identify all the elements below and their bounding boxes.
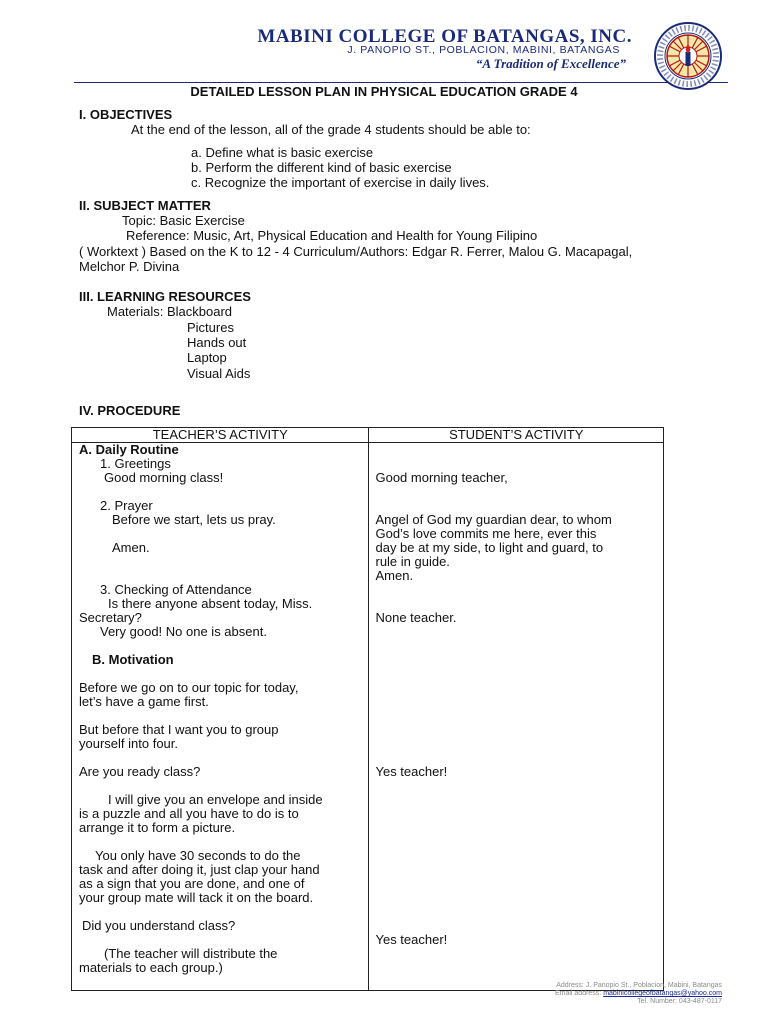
- teacher-line: Good morning class!: [104, 470, 224, 485]
- teacher-line: let’s have a game first.: [79, 694, 209, 709]
- section-motivation: B. Motivation: [92, 652, 174, 667]
- objective-item: a. Define what is basic exercise: [191, 145, 374, 160]
- student-activity-cell: [369, 443, 664, 991]
- school-name: MABINI COLLEGE OF BATANGAS, INC.: [257, 26, 632, 47]
- teacher-line: task and after doing it, just clap your hand: [79, 862, 320, 877]
- procedure-table: [71, 427, 664, 991]
- teacher-line: You only have 30 seconds to do the: [95, 848, 301, 863]
- teacher-line: your group mate will tack it on the board.: [79, 890, 314, 905]
- student-line: rule in guide.: [375, 554, 450, 569]
- material-item: Hands out: [187, 335, 247, 350]
- subject-reference: Reference: Music, Art, Physical Education and Health for Young Filipino: [126, 228, 538, 243]
- teacher-line: as a sign that you are done, and one of: [79, 876, 305, 891]
- school-motto: “A Tradition of Excellence”: [475, 56, 626, 71]
- footer-email-link[interactable]: mabinicollegeofbatangas@yahoo.com: [603, 990, 722, 997]
- procedure-heading: IV. PROCEDURE: [79, 403, 181, 418]
- student-line: Yes teacher!: [375, 764, 448, 779]
- footer-email: [420, 990, 722, 997]
- student-line: Amen.: [375, 568, 414, 583]
- teacher-line: I will give you an envelope and inside: [108, 792, 323, 807]
- materials-label: Materials: Blackboard: [107, 304, 232, 319]
- objectives-intro: At the end of the lesson, all of the grade 4 students should be able to:: [131, 122, 531, 137]
- teacher-line: arrange it to form a picture.: [79, 820, 236, 835]
- subject-reference-cont: ( Worktext ) Based on the K to 12 - 4 Curriculum/Authors: Edgar R. Ferrer, Malou G. Macapagal,: [79, 244, 633, 259]
- subject-reference-cont: Melchor P. Divina: [79, 259, 180, 274]
- teacher-line: Amen.: [112, 540, 150, 555]
- teacher-line: Secretary?: [79, 610, 142, 625]
- teacher-line: (The teacher will distribute the: [104, 946, 278, 961]
- material-item: Laptop: [187, 350, 227, 365]
- teacher-line: Before we start, lets us pray.: [112, 512, 276, 527]
- teacher-line: materials to each group.): [79, 960, 223, 975]
- student-activity-header: STUDENT’S ACTIVITY: [369, 428, 664, 443]
- teacher-activity-header: TEACHER’S ACTIVITY: [72, 428, 369, 443]
- footer-address: Address: J. Panopio St., Poblacion, Mabini, Batangas: [556, 982, 722, 989]
- student-line: God’s love commits me here, ever this: [375, 526, 597, 541]
- section-daily-routine: A. Daily Routine: [79, 443, 179, 457]
- teacher-line: Before we go on to our topic for today,: [79, 680, 299, 695]
- header-divider: [74, 82, 728, 83]
- teacher-line: is a puzzle and all you have to do is to: [79, 806, 299, 821]
- objective-item: c. Recognize the important of exercise in daily lives.: [191, 175, 490, 190]
- school-seal-logo: [654, 22, 722, 90]
- teacher-line: Is there anyone absent today, Miss.: [108, 596, 313, 611]
- objectives-heading: I. OBJECTIVES: [79, 107, 173, 122]
- student-line: None teacher.: [375, 610, 457, 625]
- student-line: Angel of God my guardian dear, to whom: [375, 512, 612, 527]
- student-line: Yes teacher!: [375, 932, 448, 947]
- document-title: DETAILED LESSON PLAN IN PHYSICAL EDUCATION GRADE 4: [190, 84, 578, 99]
- teacher-line: But before that I want you to group: [79, 722, 279, 737]
- teacher-activity-cell: [72, 443, 369, 991]
- school-address: J. PANOPIO ST., POBLACION, MABINI, BATANGAS: [347, 44, 620, 56]
- objective-item: b. Perform the different kind of basic exercise: [191, 160, 452, 175]
- learning-resources-heading: III. LEARNING RESOURCES: [79, 289, 251, 304]
- subject-topic: Topic: Basic Exercise: [122, 213, 245, 228]
- teacher-line: Are you ready class?: [79, 764, 201, 779]
- teacher-line: Very good! No one is absent.: [100, 624, 267, 639]
- student-line: Good morning teacher,: [375, 470, 508, 485]
- teacher-line: 2. Prayer: [100, 498, 153, 513]
- material-item: Pictures: [187, 320, 234, 335]
- material-item: Visual Aids: [187, 366, 251, 381]
- teacher-line: Did you understand class?: [82, 918, 236, 933]
- teacher-line: yourself into four.: [79, 736, 178, 751]
- teacher-line: 3. Checking of Attendance: [100, 582, 252, 597]
- footer-phone: Tel. Number: 043-487-0117: [637, 998, 722, 1005]
- footer-email-label: Email address:: [554, 990, 602, 997]
- teacher-line: 1. Greetings: [100, 456, 171, 471]
- subject-matter-heading: II. SUBJECT MATTER: [79, 198, 211, 213]
- student-line: day be at my side, to light and guard, to: [375, 540, 604, 555]
